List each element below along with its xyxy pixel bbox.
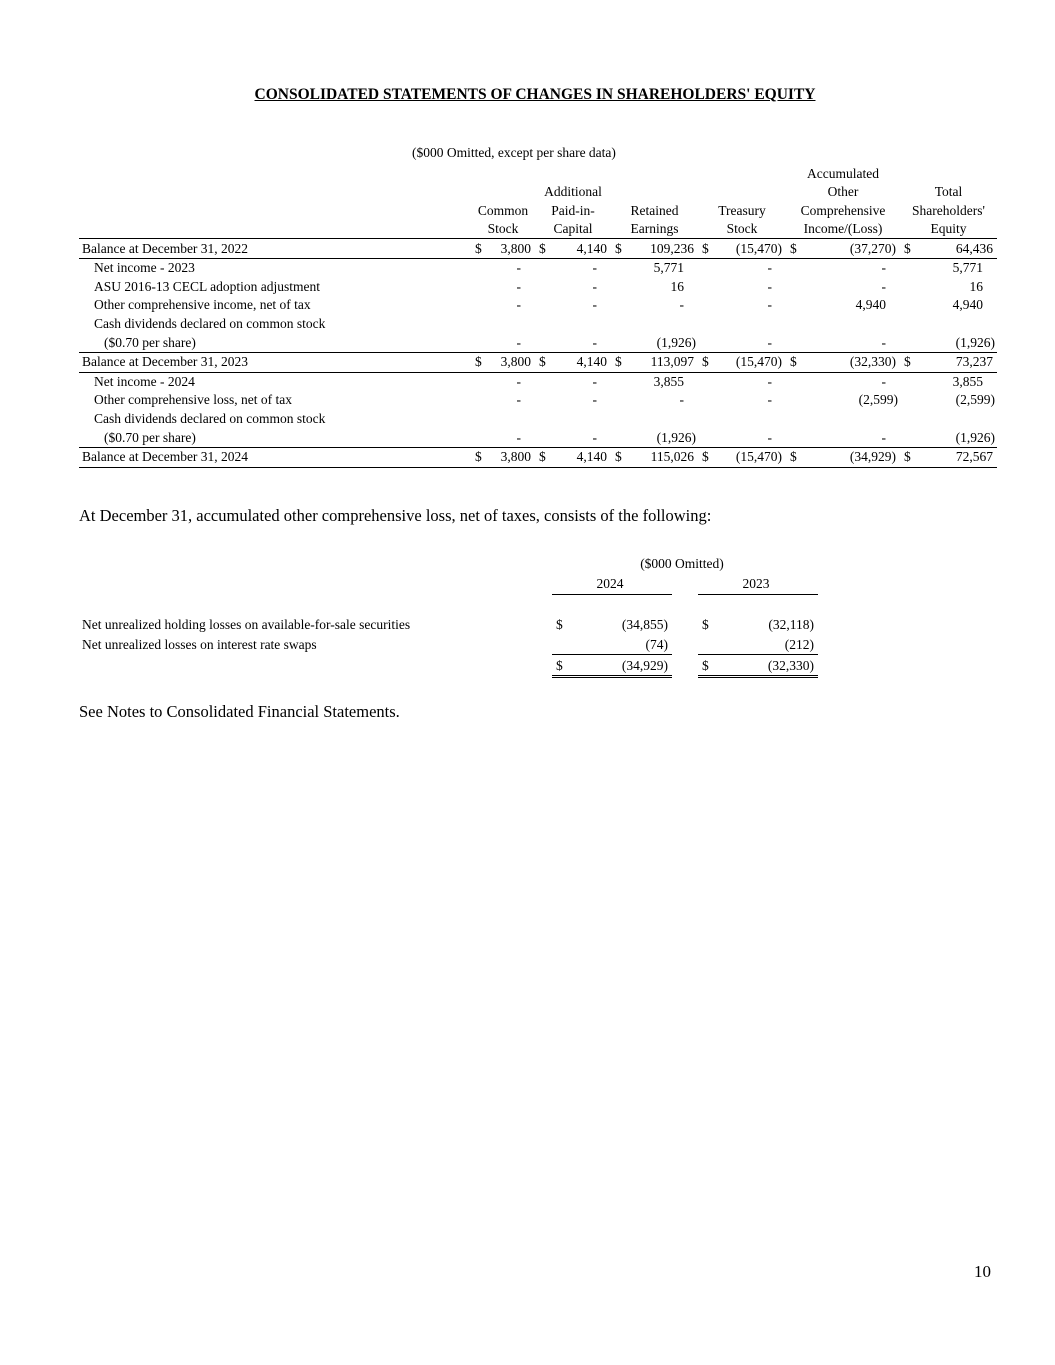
cell-common (471, 352, 535, 372)
row-label: Balance at December 31, 2024 (79, 447, 471, 467)
currency-symbol: $ (790, 449, 797, 465)
cell-value: (37,270) (849, 240, 896, 256)
cell-common: - (516, 334, 521, 350)
row-label: Other comprehensive income, net of tax (94, 297, 311, 313)
cell-aoci: (2,599) (858, 392, 898, 408)
cell-aoci: - (881, 429, 886, 445)
cell-treasury: - (767, 297, 772, 313)
table-row (79, 372, 997, 391)
cell-value: 3,800 (500, 240, 531, 256)
currency-symbol: $ (702, 449, 709, 465)
cell-value: 72,567 (955, 449, 993, 465)
cell-total (900, 239, 997, 259)
table-row (79, 278, 997, 297)
cell-retained (611, 447, 698, 467)
header-aoci-2: Other (827, 184, 859, 200)
cell-treasury: - (767, 429, 772, 445)
aoci-table (79, 574, 818, 678)
row-label: ($0.70 per share) (104, 334, 196, 350)
cell-value: 113,097 (650, 354, 694, 370)
cell-treasury (698, 447, 786, 467)
row-label: Net unrealized holding losses on available-for-sale securities (82, 616, 411, 632)
currency-symbol: $ (556, 657, 563, 673)
header-apic-4: Capital (535, 220, 611, 239)
table-row (79, 258, 997, 277)
cell-total (900, 447, 997, 467)
header-treasury-3: Treasury (718, 202, 766, 218)
table-subtitle: ($000 Omitted, except per share data) (412, 145, 616, 160)
cell-value: 3,800 (500, 449, 531, 465)
cell-apic: - (592, 429, 597, 445)
table-row (79, 333, 997, 352)
cell-value: 4,140 (576, 354, 607, 370)
cell-retained: 3,855 (653, 373, 684, 389)
row-label: Net unrealized losses on interest rate swaps (82, 637, 317, 653)
cell-apic: - (592, 260, 597, 276)
cell-value: (15,470) (735, 449, 782, 465)
cell-2024 (552, 615, 672, 635)
currency-symbol: $ (539, 240, 546, 256)
header-common-1 (471, 164, 535, 183)
currency-symbol: $ (556, 616, 563, 632)
cell-aoci: - (881, 260, 886, 276)
cell-total: 5,771 (952, 260, 983, 276)
currency-symbol: $ (475, 354, 482, 370)
header-retained-4: Earnings (611, 220, 698, 239)
cell-aoci (786, 352, 900, 372)
row-label: Cash dividends declared on common stock (94, 316, 326, 332)
header-retained-1 (611, 164, 698, 183)
cell-treasury: - (767, 373, 772, 389)
cell-2024: (74) (552, 634, 672, 654)
currency-symbol: $ (702, 240, 709, 256)
cell-apic (535, 239, 611, 259)
total-2024 (552, 655, 672, 677)
header-aoci-3: Comprehensive (800, 202, 886, 218)
cell-value: 73,237 (955, 354, 993, 370)
row-label: Cash dividends declared on common stock (94, 411, 326, 427)
cell-apic (535, 447, 611, 467)
row-label: Balance at December 31, 2023 (79, 352, 471, 372)
cell-common (471, 447, 535, 467)
header-treasury-1 (698, 164, 786, 183)
table-row (79, 615, 818, 635)
cell-common: - (516, 278, 521, 294)
cell-treasury: - (767, 392, 772, 408)
cell-apic: - (592, 297, 597, 313)
currency-symbol: $ (790, 240, 797, 256)
row-label: Net income - 2024 (94, 373, 195, 389)
cell-value: (32,118) (768, 616, 814, 632)
cell-total: 16 (969, 278, 983, 294)
header-total-2: Total (934, 184, 963, 200)
header-common-3: Common (477, 202, 529, 218)
table-row (79, 296, 997, 315)
table-row (79, 352, 997, 372)
year-header-row (79, 574, 818, 594)
row-label: ASU 2016-13 CECL adoption adjustment (94, 278, 320, 294)
cell-aoci (786, 239, 900, 259)
cell-apic: - (592, 334, 597, 350)
cell-common: - (516, 297, 521, 313)
table-row (79, 315, 997, 334)
total-2023 (698, 655, 818, 677)
cell-apic: - (592, 278, 597, 294)
header-retained-3: Retained (630, 202, 679, 218)
cell-total: 4,940 (952, 297, 983, 313)
cell-2023: (212) (698, 634, 818, 654)
header-apic-1 (535, 164, 611, 183)
currency-symbol: $ (790, 354, 797, 370)
cell-treasury (698, 239, 786, 259)
page-number: 10 (974, 1262, 991, 1281)
header-aoci-4: Income/(Loss) (786, 220, 900, 239)
table-row (79, 391, 997, 410)
currency-symbol: $ (475, 449, 482, 465)
cell-retained (611, 352, 698, 372)
currency-symbol: $ (539, 354, 546, 370)
currency-symbol: $ (539, 449, 546, 465)
header-row-2 (79, 183, 997, 202)
cell-aoci: 4,940 (855, 297, 886, 313)
aoci-table-header: ($000 Omitted) (640, 556, 724, 571)
row-label: Balance at December 31, 2022 (79, 239, 471, 259)
header-common-4: Stock (471, 220, 535, 239)
header-aoci-1: Accumulated (807, 165, 879, 181)
aoci-intro-paragraph: At December 31, accumulated other comprehensive loss, net of taxes, consists of the following: (79, 506, 712, 525)
cell-total: (2,599) (955, 392, 995, 408)
spacer-row (79, 594, 818, 614)
header-treasury-2 (698, 183, 786, 202)
cell-common (471, 239, 535, 259)
cell-apic: - (592, 373, 597, 389)
cell-value: 4,140 (576, 240, 607, 256)
currency-symbol: $ (702, 616, 709, 632)
currency-symbol: $ (615, 354, 622, 370)
cell-value: 109,236 (650, 240, 694, 256)
header-apic-2: Additional (544, 184, 602, 200)
row-label: Net income - 2023 (94, 260, 195, 276)
cell-value: (34,929) (621, 657, 668, 673)
currency-symbol: $ (904, 449, 911, 465)
table-row (79, 634, 818, 654)
cell-value: 64,436 (955, 240, 993, 256)
cell-value: 3,800 (500, 354, 531, 370)
cell-treasury: - (767, 260, 772, 276)
cell-value: (34,929) (849, 449, 896, 465)
cell-common: - (516, 429, 521, 445)
header-total-4: Equity (900, 220, 997, 239)
cell-treasury (698, 352, 786, 372)
cell-value: (32,330) (767, 657, 814, 673)
page-title: CONSOLIDATED STATEMENTS OF CHANGES IN SHAREHOLDERS' EQUITY (254, 86, 816, 103)
year-2024-header: 2024 (552, 574, 672, 594)
cell-value: (15,470) (735, 240, 782, 256)
currency-symbol: $ (702, 657, 709, 673)
cell-retained: 16 (670, 278, 684, 294)
cell-common: - (516, 373, 521, 389)
cell-value: 4,140 (576, 449, 607, 465)
table-row (79, 428, 997, 447)
cell-aoci (786, 447, 900, 467)
currency-symbol: $ (615, 449, 622, 465)
cell-aoci: - (881, 278, 886, 294)
cell-common: - (516, 392, 521, 408)
table-row (79, 239, 997, 259)
header-row-3 (79, 201, 997, 220)
header-row-1 (79, 164, 997, 183)
cell-total: (1,926) (955, 334, 995, 350)
row-label: Other comprehensive loss, net of tax (94, 392, 292, 408)
cell-treasury: - (767, 278, 772, 294)
header-retained-2 (611, 183, 698, 202)
currency-symbol: $ (904, 240, 911, 256)
cell-aoci: - (881, 373, 886, 389)
cell-total (900, 352, 997, 372)
cell-retained: 5,771 (653, 260, 684, 276)
currency-symbol: $ (615, 240, 622, 256)
cell-value: (34,855) (621, 616, 668, 632)
cell-treasury: - (767, 334, 772, 350)
header-total-3: Shareholders' (912, 202, 985, 218)
currency-symbol: $ (702, 354, 709, 370)
year-2023-header: 2023 (698, 574, 818, 594)
cell-common: - (516, 260, 521, 276)
currency-symbol: $ (904, 354, 911, 370)
header-treasury-4: Stock (698, 220, 786, 239)
header-apic-3: Paid-in- (551, 202, 595, 218)
cell-retained: - (679, 297, 684, 313)
cell-retained (611, 239, 698, 259)
cell-retained: (1,926) (656, 429, 696, 445)
cell-aoci: - (881, 334, 886, 350)
cell-retained: - (679, 392, 684, 408)
row-label: ($0.70 per share) (104, 429, 196, 445)
cell-value: (15,470) (735, 354, 782, 370)
footnote: See Notes to Consolidated Financial Statements. (79, 702, 400, 721)
cell-apic (535, 352, 611, 372)
total-row (79, 655, 818, 677)
cell-2023 (698, 615, 818, 635)
currency-symbol: $ (475, 240, 482, 256)
header-common-2 (471, 183, 535, 202)
cell-total: 3,855 (952, 373, 983, 389)
cell-value: (32,330) (849, 354, 896, 370)
cell-apic: - (592, 392, 597, 408)
cell-value: 115,026 (650, 449, 694, 465)
table-row (79, 410, 997, 429)
cell-retained: (1,926) (656, 334, 696, 350)
equity-statement-table (79, 164, 997, 468)
header-total-1 (900, 164, 997, 183)
header-row-4 (79, 220, 997, 239)
cell-total: (1,926) (955, 429, 995, 445)
table-row (79, 447, 997, 467)
